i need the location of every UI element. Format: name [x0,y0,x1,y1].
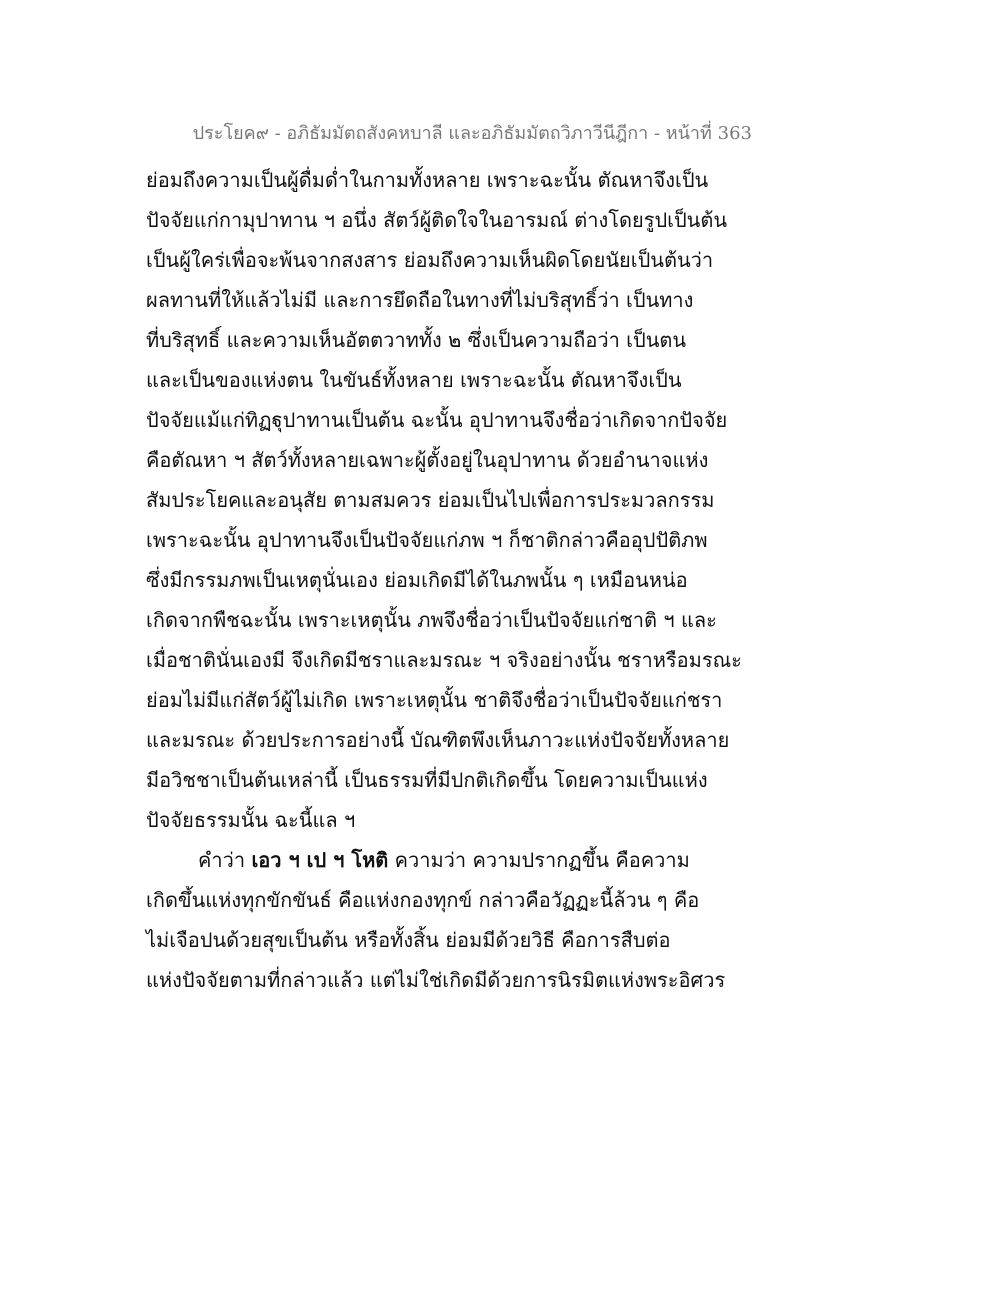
text-line: เกิดขึ้นแห่งทุกขักขันธ์ คือแห่งกองทุกข์ กล่าวคือวัฏฏะนี้ล้วน ๆ คือ [146,888,700,912]
text-line: ที่บริสุทธิ์ และความเห็นอัตตวาททั้ง ๒ ซึ่งเป็นความถือว่า เป็นตน [146,328,687,352]
bold-term: เอว ฯ เป ฯ โหติ [251,848,389,872]
page-header: ประโยค๙ - อภิธัมมัตถสังคหบาลี และอภิธัมมัตถวิภาวีนีฎีกา - หน้าที่ 363 [192,123,752,144]
text-line: แห่งปัจจัยตามที่กล่าวแล้ว แต่ไม่ใช่เกิดมีด้วยการนิรมิตแห่งพระอิศวร [146,968,726,992]
text-line: ซึ่งมีกรรมภพเป็นเหตุนั่นเอง ย่อมเกิดมีได้ในภพนั้น ๆ เหมือนหน่อ [146,568,688,592]
text-line: และมรณะ ด้วยประการอย่างนี้ บัณฑิตพึงเห็นภาวะแห่งปัจจัยทั้งหลาย [146,728,730,752]
text-line: ปัจจัยแม้แก่ทิฏฐุปาทานเป็นต้น ฉะนั้น อุปาทานจึงชื่อว่าเกิดจากปัจจัย [146,408,728,432]
text-line-first [146,840,866,880]
text-line: และเป็นของแห่งตน ในขันธ์ทั้งหลาย เพราะฉะนั้น ตัณหาจึงเป็น [146,368,682,392]
text-line: ไม่เจือปนด้วยสุขเป็นต้น หรือทั้งสิ้น ย่อมมีด้วยวิธี คือการสืบต่อ [146,928,671,952]
paragraph-2 [146,840,866,1000]
text-line: คือตัณหา ฯ สัตว์ทั้งหลายเฉพาะผู้ตั้งอยู่ในอุปาทาน ด้วยอำนาจแห่ง [146,448,709,472]
text-line: ย่อมไม่มีแก่สัตว์ผู้ไม่เกิด เพราะเหตุนั้น ชาติจึงชื่อว่าเป็นปัจจัยแก่ชรา [146,688,723,712]
text-line: เป็นผู้ใคร่เพื่อจะพ้นจากสงสาร ย่อมถึงความเห็นผิดโดยนัยเป็นต้นว่า [146,248,714,272]
text-line: มีอวิชชาเป็นต้นเหล่านี้ เป็นธรรมที่มีปกติเกิดขึ้น โดยความเป็นแห่ง [146,768,708,792]
text-line: เกิดจากพืชฉะนั้น เพราะเหตุนั้น ภพจึงชื่อว่าเป็นปัจจัยแก่ชาติ ฯ และ [146,608,717,632]
text-line: ปัจจัยแก่กามุปาทาน ฯ อนึ่ง สัตว์ผู้ติดใจในอารมณ์ ต่างโดยรูปเป็นต้น [146,208,727,232]
text-line: ปัจจัยธรรมนั้น ฉะนี้แล ฯ [146,808,356,832]
text-line: ผลทานที่ให้แล้วไม่มี และการยึดถือในทางที่ไม่บริสุทธิ์ว่า เป็นทาง [146,288,694,312]
text-line: ย่อมถึงความเป็นผู้ดื่มด่ำในกามทั้งหลาย เพราะฉะนั้น ตัณหาจึงเป็น [146,168,709,192]
text-line: สัมประโยคและอนุสัย ตามสมควร ย่อมเป็นไปเพื่อการประมวลกรรม [146,488,715,512]
text-line: เมื่อชาตินั่นเองมี จึงเกิดมีชราและมรณะ ฯ จริงอย่างนั้น ชราหรือมรณะ [146,648,742,672]
line-suffix: ความว่า ความปรากฏขึ้น คือความ [388,848,690,872]
body-text [146,160,866,1000]
text-line: เพราะฉะนั้น อุปาทานจึงเป็นปัจจัยแก่ภพ ฯ ก็ชาติกล่าวคืออุปปัติภพ [146,528,708,552]
paragraph-1 [146,160,866,840]
line-prefix: คำว่า [198,848,252,872]
